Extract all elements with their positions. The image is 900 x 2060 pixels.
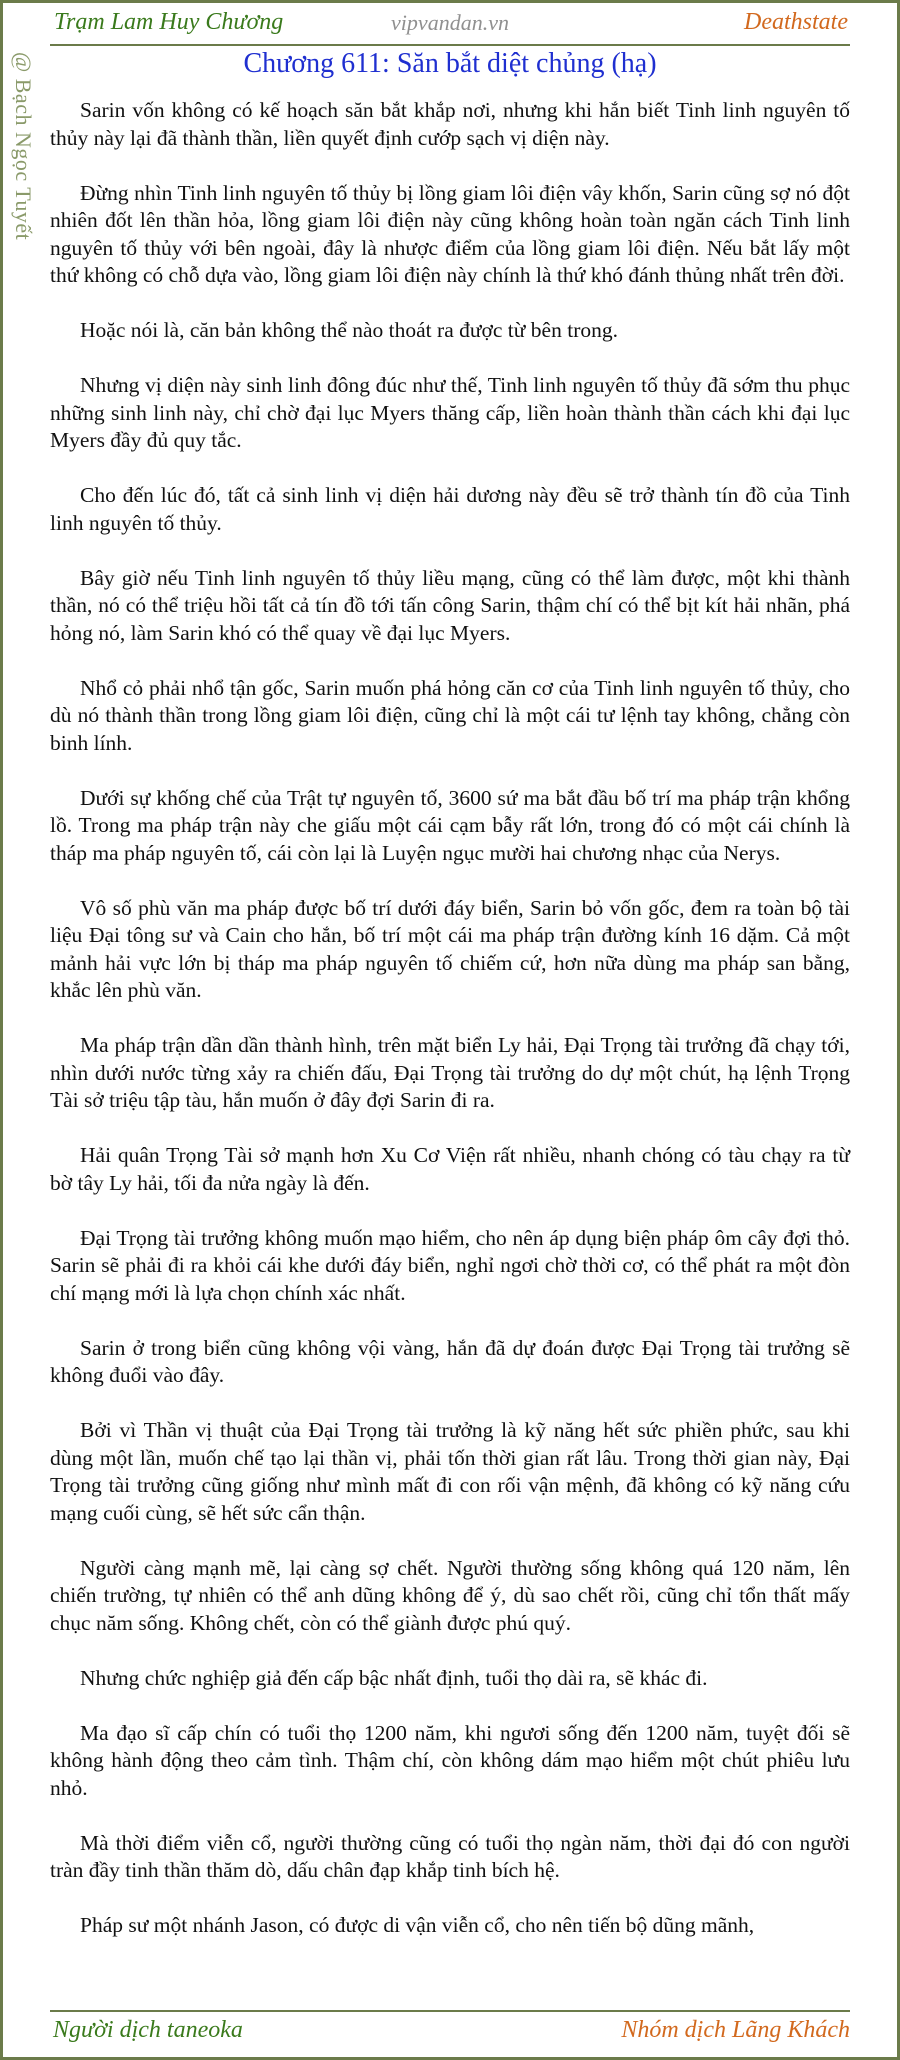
paragraph: Đừng nhìn Tinh linh nguyên tố thủy bị lồng giam lôi điện vây khốn, Sarin cũng sợ nó đột nhiên đốt lên thần hỏa, lồng giam lôi điện này cũng không hoàn toàn ngăn cách Tinh linh nguyên tố thủy với bên ngoài, đây là nhược điểm của lồng giam lôi điện. Nếu bắt lấy một thứ không có chỗ dựa vào, lồng giam lôi điện này chính là thứ khó đánh thủng nhất trên đời. xyxy=(50,180,850,287)
paragraph: Mà thời điểm viễn cổ, người thường cũng có tuổi thọ ngàn năm, thời đại đó con người tràn đầy tinh thần thăm dò, dấu chân đạp khắp tinh bích hệ. xyxy=(50,1830,850,1882)
chapter-body xyxy=(50,97,850,1967)
paragraph: Ma đạo sĩ cấp chín có tuổi thọ 1200 năm, khi ngươi sống đến 1200 năm, tuyệt đối sẽ không hành động theo cảm tình. Thậm chí, còn không dám mạo hiểm một chút phiêu lưu nhỏ. xyxy=(50,1720,850,1800)
author-name: Deathstate xyxy=(744,9,848,35)
site-url: vipvandan.vn xyxy=(391,10,509,35)
page-header xyxy=(50,0,850,44)
paragraph: Sarin ở trong biển cũng không vội vàng, hắn đã dự đoán được Đại Trọng tài trưởng sẽ không đuổi vào đây. xyxy=(50,1335,850,1387)
footer-divider xyxy=(50,2010,850,2012)
translator-credit: Người dịch taneoka xyxy=(53,2017,243,2043)
paragraph: Người càng mạnh mẽ, lại càng sợ chết. Người thường sống không quá 120 năm, lên chiến trường, tự nhiên có thể anh dũng không để ý, dù sao chết rồi, cũng chỉ tổn thất mấy chục năm sống. Không chết, còn có thể giành được phú quý. xyxy=(50,1555,850,1635)
paragraph: Hải quân Trọng Tài sở mạnh hơn Xu Cơ Viện rất nhiều, nhanh chóng có tàu chạy ra từ bờ tây Ly hải, tối đa nửa ngày là đến. xyxy=(50,1143,850,1195)
paragraph: Hoặc nói là, căn bản không thể nào thoát ra được từ bên trong. xyxy=(80,318,618,342)
paragraph: Ma pháp trận dần dần thành hình, trên mặt biển Ly hải, Đại Trọng tài trưởng đã chạy tới, nhìn dưới nước từng xảy ra chiến đấu, Đại Trọng tài trưởng do dự một chút, hạ lệnh Trọng Tài sở triệu tập tàu, hắn muốn ở đây đợi Sarin đi ra. xyxy=(50,1033,850,1112)
header-divider xyxy=(50,44,850,46)
paragraph: Nhưng vị diện này sinh linh đông đúc như thế, Tinh linh nguyên tố thủy đã sớm thu phục những sinh linh này, chỉ chờ đại lục Myers thăng cấp, liền hoàn thành thần cách khi đại lục Myers đầy đủ quy tắc. xyxy=(50,373,850,452)
paragraph: Nhổ cỏ phải nhổ tận gốc, Sarin muốn phá hỏng căn cơ của Tinh linh nguyên tố thủy, cho dù nó thành thần trong lồng giam lôi điện, cũng chỉ là một cái tư lệnh tay không, chẳng còn binh lính. xyxy=(50,675,850,755)
paragraph: Đại Trọng tài trưởng không muốn mạo hiểm, cho nên áp dụng biện pháp ôm cây đợi thỏ. Sarin sẽ phải đi ra khỏi cái khe dưới đáy biển, nghỉ ngơi chờ thời cơ, có thể phát ra một đòn chí mạng mới là lựa chọn chính xác nhất. xyxy=(50,1225,850,1305)
translation-group: Nhóm dịch Lãng Khách xyxy=(621,2017,850,2043)
chapter-title: Chương 611: Săn bắt diệt chủng (hạ) xyxy=(243,48,657,79)
paragraph: Bây giờ nếu Tinh linh nguyên tố thủy liều mạng, cũng có thể làm được, một khi thành thần, nó có thể triệu hồi tất cả tín đồ tới tấn công Sarin, thậm chí có thể bịt kít hải nhãn, phá hỏng nó, làm Sarin khó có thể quay về đại lục Myers. xyxy=(50,565,850,645)
paragraph: Pháp sư một nhánh Jason, có được di vận viễn cổ, cho nên tiến bộ dũng mãnh, xyxy=(80,1913,755,1937)
site-name: Trạm Lam Huy Chương xyxy=(54,9,284,35)
paragraph: Sarin vốn không có kế hoạch săn bắt khắp nơi, nhưng khi hắn biết Tinh linh nguyên tố thủy này lại đã thành thần, liền quyết định cướp sạch vị diện này. xyxy=(50,98,850,150)
paragraph: Dưới sự khống chế của Trật tự nguyên tố, 3600 sứ ma bắt đầu bố trí ma pháp trận khổng lồ. Trong ma pháp trận này che giấu một cái cạm bẫy rất lớn, trong đó có một cái chính là tháp ma pháp nguyên tố, cái còn lại là Luyện ngục mười hai chương nhạc của Nerys. xyxy=(50,785,850,865)
side-credit: @ Bạch Ngọc Tuyết xyxy=(11,52,36,241)
paragraph: Bởi vì Thần vị thuật của Đại Trọng tài trưởng là kỹ năng hết sức phiền phức, sau khi dùng một lần, muốn chế tạo lại thần vị, phải tốn thời gian rất lâu. Trong thời gian này, Đại Trọng tài trưởng cũng giống như mình mất đi con rối vận mệnh, đã không có kỹ năng cứu mạng cuối cùng, sẽ hết sức cẩn thận. xyxy=(50,1418,850,1525)
paragraph: Cho đến lúc đó, tất cả sinh linh vị diện hải dương này đều sẽ trở thành tín đồ của Tinh linh nguyên tố thủy. xyxy=(50,483,850,535)
paragraph: Vô số phù văn ma pháp được bố trí dưới đáy biển, Sarin bỏ vốn gốc, đem ra toàn bộ tài liệu Đại tông sư và Cain cho hắn, bố trí một cái ma pháp trận đường kính 16 dặm. Cả một mảnh hải vực lớn bị tháp ma pháp nguyên tố chiếm cứ, hơn nữa dùng ma pháp san bằng, khắc lên phù văn. xyxy=(50,895,850,1002)
paragraph: Nhưng chức nghiệp giả đến cấp bậc nhất định, tuổi thọ dài ra, sẽ khác đi. xyxy=(80,1665,708,1690)
